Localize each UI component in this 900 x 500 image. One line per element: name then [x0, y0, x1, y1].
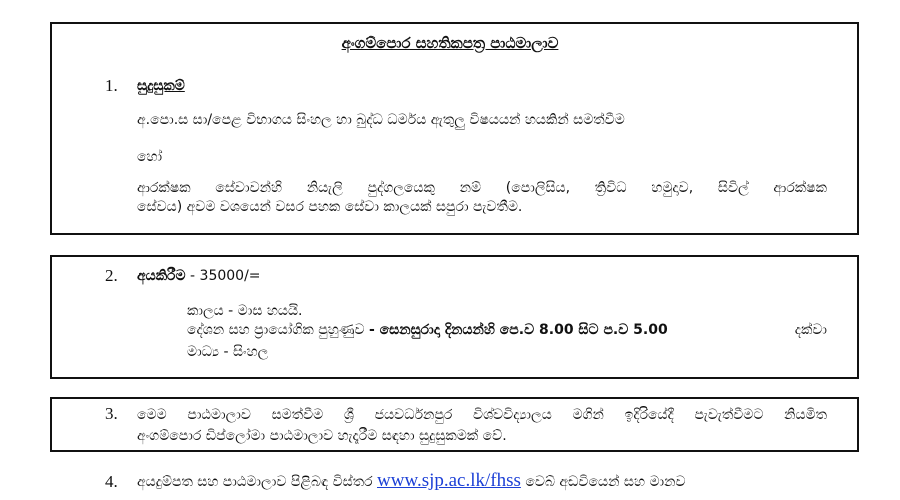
- section-2-number: 2.: [105, 266, 118, 285]
- website-link[interactable]: www.sjp.ac.lk/fhss: [377, 470, 521, 491]
- section-1-or: හෝ: [137, 149, 163, 165]
- section-3-line-2: අංගම්පොර ඩිප්ලෝමා පාඨමාලාව හැදෑරීම සඳහා සුදුසුකමක් වේ.: [137, 428, 507, 444]
- medium-line: මාධ්‍ය - සිංහල: [187, 344, 269, 360]
- duration-line: කාලය - මාස හයයි.: [187, 303, 303, 319]
- fee-line: [137, 268, 261, 285]
- lecture-line: [187, 322, 827, 339]
- section-3-number: 3.: [105, 404, 118, 423]
- fee-label: අයකිරීම: [137, 268, 186, 284]
- section-1-number: 1.: [105, 76, 118, 95]
- lecture-until: දක්වා: [794, 322, 827, 338]
- section-3-line-1: මෙම පාඨමාලාව සමත්වීම ශ්‍රී ජයවර්ධනපුර විශ්වවිද්‍යාලය මගින් ඉදිරියේදී පැවැත්වීමට නියමිත: [137, 407, 827, 423]
- document-title: අංගම්පොර සහතිකපත්‍ර පාඨමාලාව: [341, 34, 559, 52]
- section-4-post: වෙබ් අඩවියෙන් සහ මානව: [525, 474, 686, 490]
- lecture-days: - සෙනසුරාදා දිනයන්හි පෙ.ව 8.00 සිට ප.ව 5.00: [368, 322, 668, 338]
- section-1-line-1: අ.පො.ස සා/පෙළ විභාගය සිංහල හා බුද්ධ ධර්මය ඇතුලු විෂයයන් හයකින් සමත්වීම: [137, 112, 625, 128]
- section-4-pre: අයදුම්පත සහ පාඨමාලාව පිළිබඳ විස්තර: [137, 474, 373, 490]
- section-4-number: 4.: [105, 472, 118, 491]
- section-1-line-2a: ආරක්ෂක සේවාවන්හි නියැලි පුද්ගලයෙකු නම් (පොලිසිය, ත්‍රිවිධ හමුදාව, සිවිල් ආරක්ෂක: [137, 180, 827, 196]
- section-1-line-2b: සේවය) අවම වශයෙන් වසර පහක සේවා කාලයක් සපුරා පැවතීම.: [137, 199, 523, 215]
- section-1-heading: සුදුසුකම්: [137, 78, 185, 94]
- fee-value: - 35000/=: [190, 268, 261, 284]
- lecture-label: දේශන සහ ප්‍රායෝගික පුහුණුව: [187, 322, 365, 338]
- section-4-line-1: [137, 470, 827, 493]
